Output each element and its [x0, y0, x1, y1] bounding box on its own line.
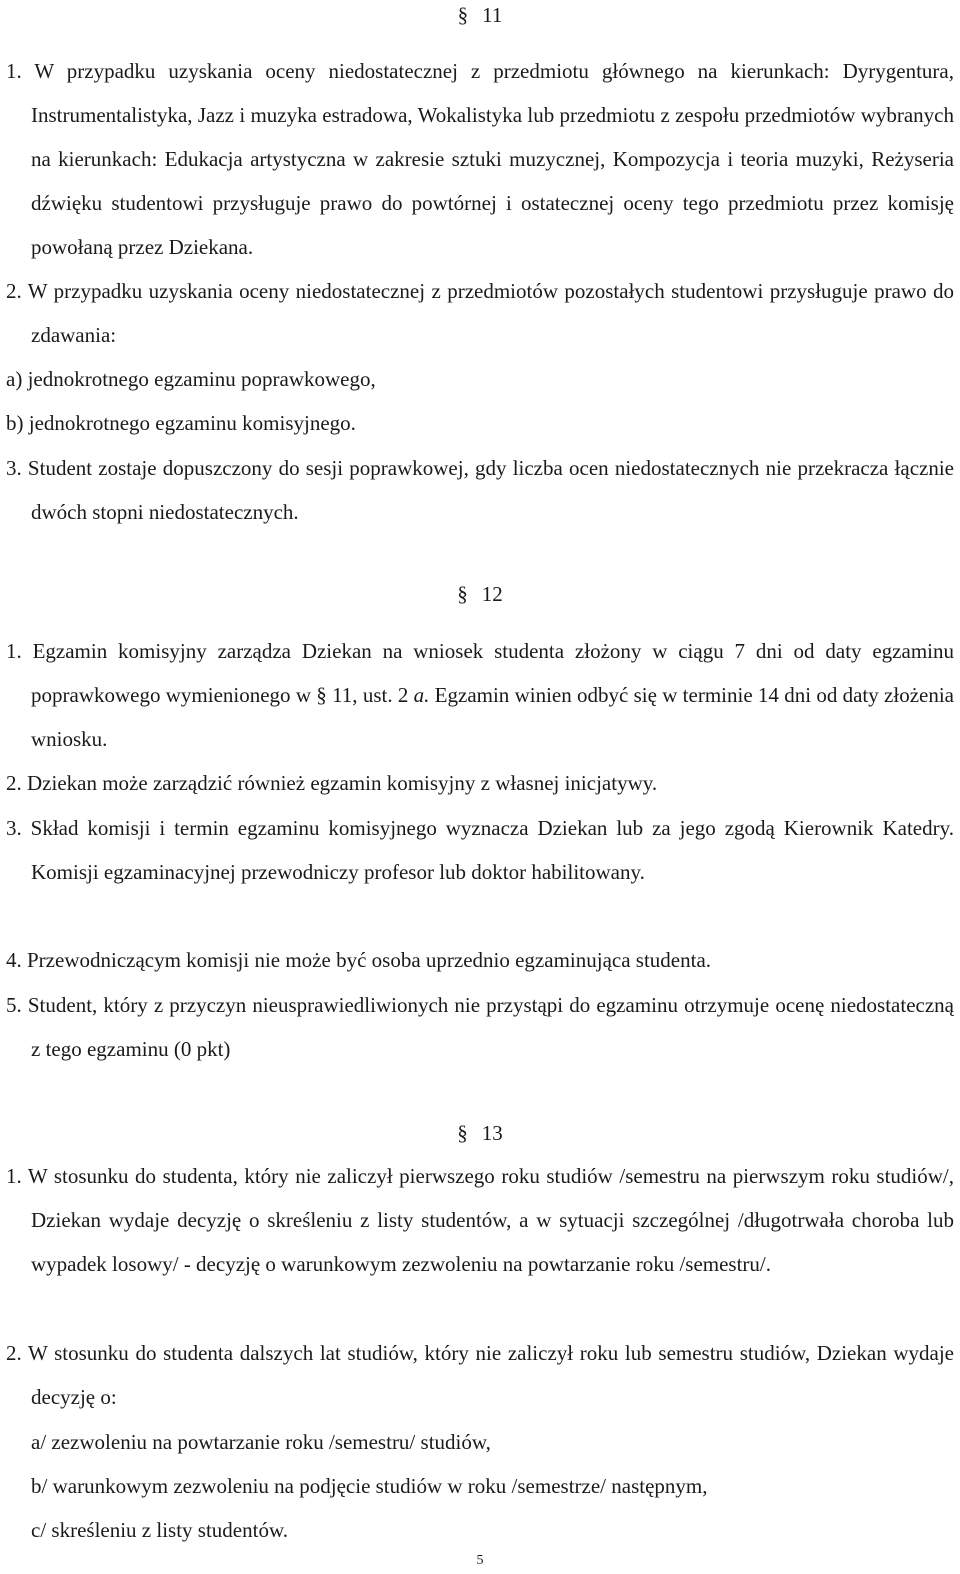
s13-item-c: c/ skreśleniu z listy studentów. [31, 1518, 289, 1542]
s12-p1-text: 1. Egzamin komisyjny zarządza Dziekan na wniosek studenta złożony w ciągu 7 dni od daty egzaminu poprawkowego wymienionego w § 11, ust. 2 [6, 639, 954, 707]
s12-p1-italic: a. [413, 683, 430, 707]
s13-paragraph-1: 1. W stosunku do studenta, który nie zaliczył pierwszego roku studiów /semestru na pierwszym roku studiów/, Dziekan wydaje decyzję o skreśleniu z listy studentów, a w sytuacji szczególnej /długotrwała choroba lub wypadek losowy/ - decyzję o warunkowym zezwoleniu na powtarzanie roku /semestru/. [6, 1164, 954, 1276]
s13-item-a: a/ zezwoleniu na powtarzanie roku /semestru/ studiów, [31, 1430, 491, 1454]
s11-paragraph-2: 2. W przypadku uzyskania oceny niedostatecznej z przedmiotów pozostałych studentowi przysługuje prawo do zdawania: [6, 279, 954, 347]
s11-item-b: b) jednokrotnego egzaminu komisyjnego. [6, 411, 356, 435]
section-number: 13 [481, 1121, 503, 1145]
s11-paragraph-3: 3. Student zostaje dopuszczony do sesji poprawkowej, gdy liczba ocen niedostatecznych nie przekracza łącznie dwóch stopni niedostatecznych. [6, 456, 954, 524]
s12-paragraph-3: 3. Skład komisji i termin egzaminu komisyjnego wyznacza Dziekan lub za jego zgodą Kierownik Katedry. Komisji egzaminacyjnej przewodniczy profesor lub doktor habilitowany. [6, 816, 954, 884]
section-heading-12 [0, 582, 960, 606]
s13-paragraph-2: 2. W stosunku do studenta dalszych lat studiów, który nie zaliczył roku lub semestru studiów, Dziekan wydaje decyzję o: [6, 1341, 954, 1409]
s12-paragraph-5: 5. Student, który z przyczyn nieusprawiedliwionych nie przystąpi do egzaminu otrzymuje ocenę niedostateczną z tego egzaminu (0 pkt) [6, 993, 954, 1061]
section-sign: § [457, 3, 469, 27]
section-sign: § [457, 582, 468, 606]
section-heading-11 [0, 3, 960, 27]
section-heading-13 [0, 1121, 960, 1145]
s12-p1-text-cont: Egzamin winien odbyć się w terminie 14 dni od daty złożenia wniosku. [31, 683, 954, 751]
s13-item-b: b/ warunkowym zezwoleniu na podjęcie studiów w roku /semestrze/ następnym, [31, 1474, 708, 1498]
section-sign: § [457, 1121, 468, 1145]
page-number: 5 [476, 1553, 484, 1568]
s12-paragraph-1 [6, 629, 954, 761]
section-number: 12 [481, 582, 503, 606]
s12-paragraph-2: 2. Dziekan może zarządzić również egzamin komisyjny z własnej inicjatywy. [6, 771, 658, 795]
s11-paragraph-1: 1. W przypadku uzyskania oceny niedostatecznej z przedmiotu głównego na kierunkach: Dyrygentura, Instrumentalistyka, Jazz i muzyka estradowa, Wokalistyka lub przedmiotu z zespołu przedmiotów wybranych na kierunkach: Edukacja artystyczna w zakresie sztuki muzycznej, Kompozycja i teoria muzyki, Reżyseria dźwięku studentowi przysługuje prawo do powtórnej i ostatecznej oceny tego przedmiotu przez komisję powołaną przez Dziekana. [6, 59, 954, 259]
s11-item-a: a) jednokrotnego egzaminu poprawkowego, [6, 367, 376, 391]
section-number: 11 [482, 3, 503, 27]
s12-paragraph-4: 4. Przewodniczącym komisji nie może być osoba uprzednio egzaminująca studenta. [6, 948, 712, 972]
